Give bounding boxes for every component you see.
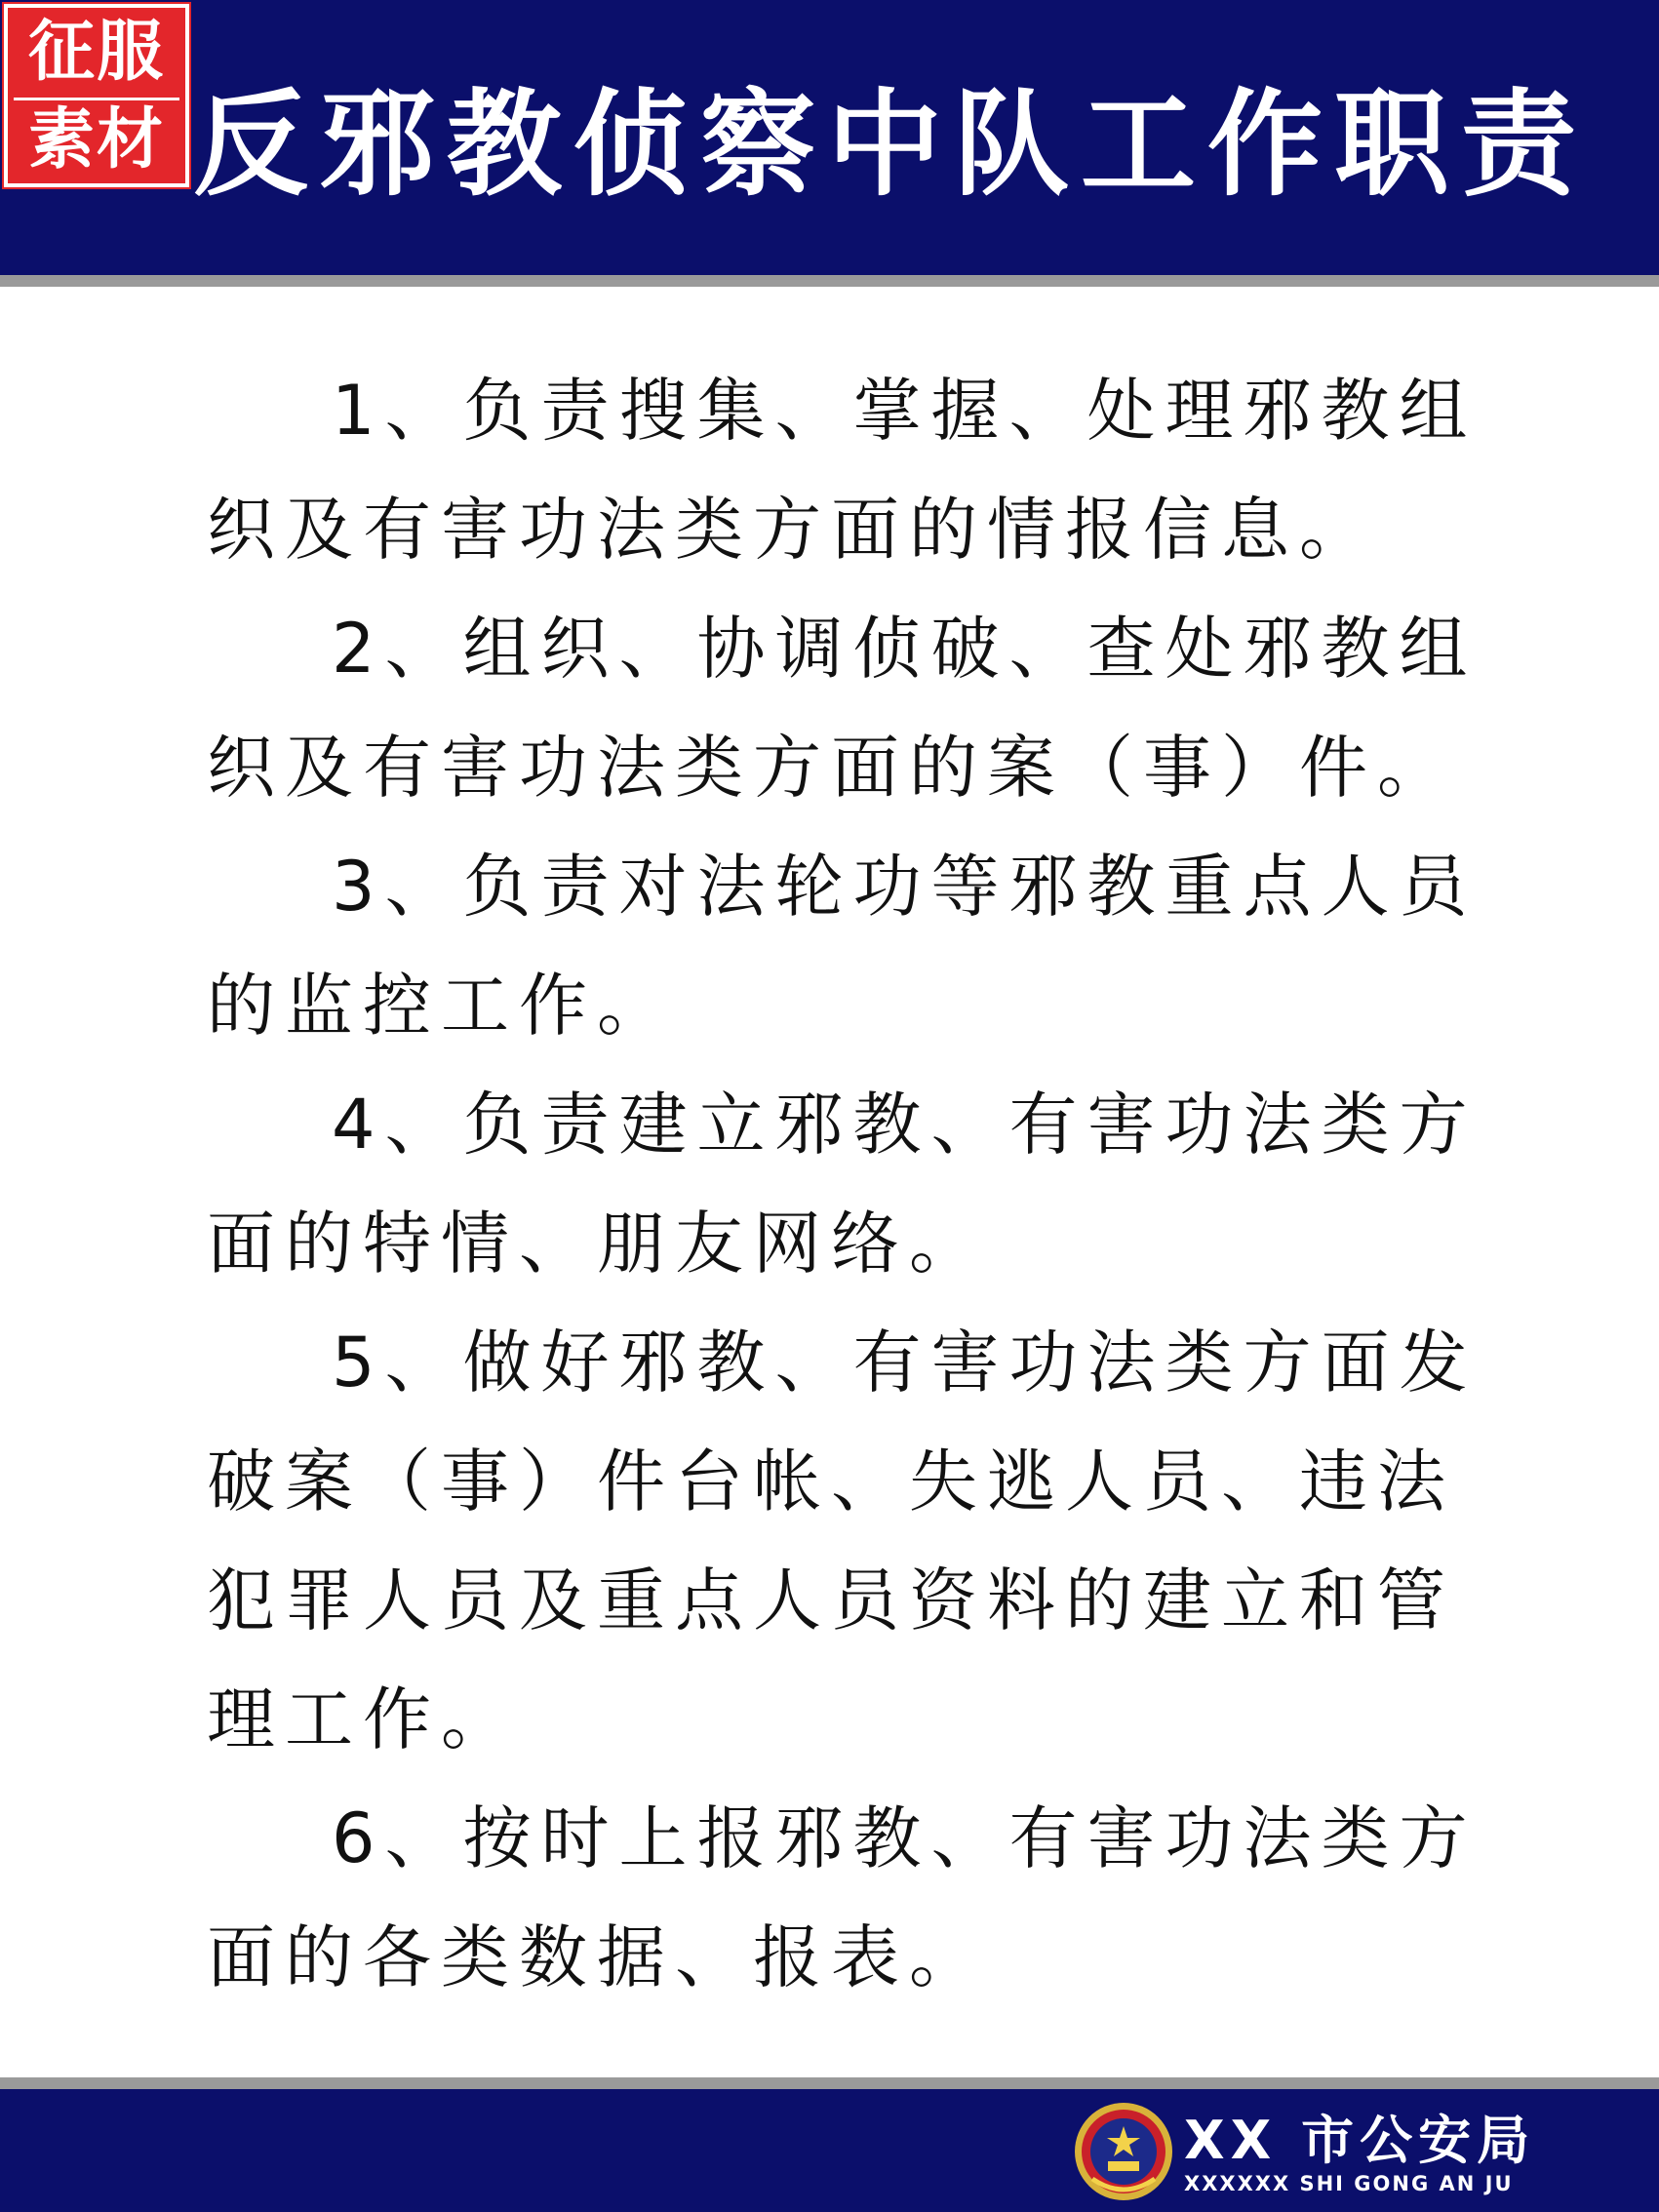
text-line: 面的各类数据、报表。	[207, 1917, 987, 1997]
text-line: 破案（事）件台帐、失逃人员、违法	[207, 1442, 1455, 1521]
text-line: 面的特情、朋友网络。	[207, 1204, 987, 1284]
text-line: 6、按时上报邪教、有害功法类方	[332, 1798, 1478, 1878]
watermark-line-2: 素材	[27, 101, 165, 178]
text-line: 5、做好邪教、有害功法类方面发	[332, 1323, 1478, 1402]
text-line: 的监控工作。	[207, 966, 675, 1046]
text-line: 2、组织、协调侦破、查处邪教组	[332, 609, 1478, 689]
duties-text	[207, 351, 1478, 2017]
header-divider	[0, 275, 1659, 287]
watermark-line-1: 征服	[27, 14, 165, 91]
header-banner	[0, 0, 1659, 275]
text-line: 理工作。	[207, 1679, 519, 1759]
footer-divider	[0, 2077, 1659, 2089]
text-line: 织及有害功法类方面的情报信息。	[207, 490, 1377, 570]
org-name: XX 市公安局	[1184, 2110, 1536, 2171]
police-emblem-icon	[1073, 2099, 1174, 2204]
org-pinyin: XXXXXX SHI GONG AN JU	[1184, 2172, 1514, 2195]
page-title: 反邪教侦察中队工作职责	[193, 77, 1589, 212]
watermark-stamp	[4, 4, 189, 187]
text-line: 犯罪人员及重点人员资料的建立和管	[207, 1560, 1455, 1640]
text-line: 1、负责搜集、掌握、处理邪教组	[332, 371, 1478, 451]
text-line: 织及有害功法类方面的案（事）件。	[207, 728, 1455, 808]
text-line: 3、负责对法轮功等邪教重点人员	[332, 847, 1478, 927]
text-line: 4、负责建立邪教、有害功法类方	[332, 1085, 1478, 1165]
